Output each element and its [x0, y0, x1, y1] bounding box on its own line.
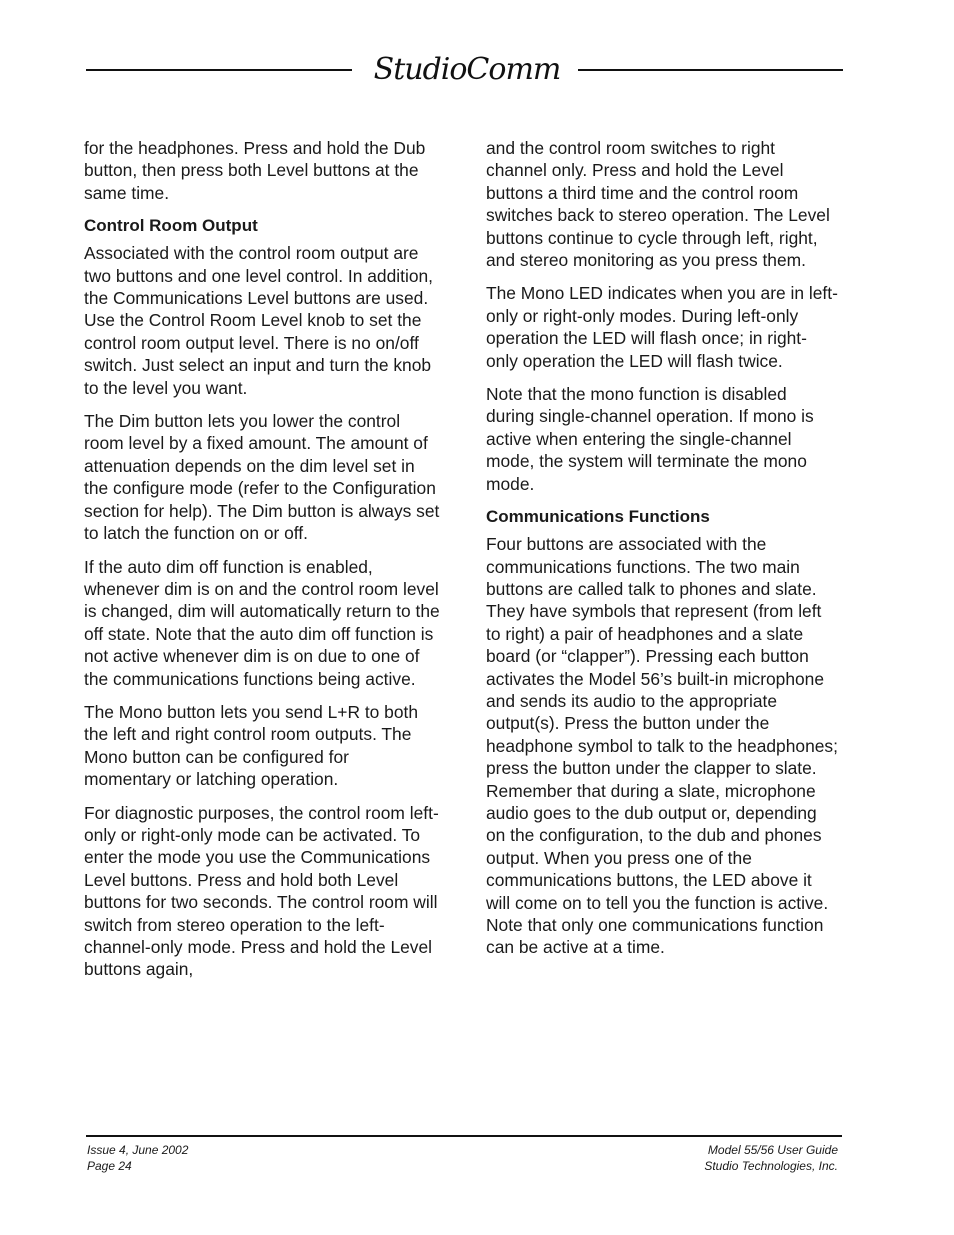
paragraph: Associated with the control room output are two buttons and one level control. In addition, the Communications Level buttons are used. Use the Control Room Level knob to set the control room output level. There is no on/off switch. Just select an input and turn the knob to the level you want. — [84, 243, 434, 398]
left-column — [84, 137, 440, 992]
footer-issue: Issue 4, June 2002 — [87, 1143, 189, 1157]
paragraph: The Mono button lets you send L+R to both the left and right control room outputs. The Mono button can be configured for momentary or latching operation. — [84, 701, 419, 790]
section-heading-communications-functions: Communications Functions — [486, 507, 710, 527]
footer-page-number: Page 24 — [87, 1158, 132, 1173]
paragraph: Four buttons are associated with the communications functions. The two main buttons are called talk to phones and slate. They have symbols that represent (from left to right) a pair of headphones and a slate board (or “clapper”). Pressing each button activates the Model 56’s built-in microphone and sends its audio to the appropriate output(s). Press the button under the headphone symbol to talk to the headphones; press the button under the clapper to slate. Remember that during a slate, microphone audio goes to the dub output or, depending on the configuration, to the dub and phones output. When you press one of the communications buttons, the LED above it will come on to tell you the function is active. Note that only one communications function can be active at a time. — [486, 534, 838, 958]
header-rule-right — [578, 69, 843, 71]
right-column — [486, 137, 838, 970]
paragraph: For diagnostic purposes, the control room left-only or right-only mode can be activated. To enter the mode you use the Communications Level buttons. Press and hold both Level buttons for two seconds. The control room will switch from stereo operation to the left-channel-only mode. Press and hold the Level buttons again, — [84, 802, 439, 980]
paragraph: If the auto dim off function is enabled, whenever dim is on and the control room level is changed, dim will automatically return to the off state. Note that the auto dim off function is not active whenever dim is on due to one of the communications functions being active. — [84, 556, 440, 689]
paragraph: The Dim button lets you lower the control room level by a fixed amount. The amount of attenuation depends on the dim level set in the configure mode (refer to the Configuration section for help). The Dim button is always set to latch the function on or off. — [84, 411, 440, 544]
studiocomm-logo: StudioComm — [373, 52, 561, 87]
paragraph: for the headphones. Press and hold the Dub button, then press both Level buttons at the same time. — [84, 138, 426, 203]
paragraph: and the control room switches to right channel only. Press and hold the Level buttons a third time and the control room switches back to stereo operation. The Level buttons continue to cycle through left, right, and stereo monitoring as you press them. — [486, 138, 830, 271]
header-rule-left — [86, 69, 352, 71]
section-heading-control-room-output: Control Room Output — [84, 216, 258, 236]
footer-right — [704, 1143, 838, 1174]
footer-left — [87, 1143, 188, 1174]
footer-company: Studio Technologies, Inc. — [704, 1158, 838, 1173]
footer-guide-title: Model 55/56 User Guide — [707, 1143, 838, 1157]
paragraph: Note that the mono function is disabled during single-channel operation. If mono is active when entering the single-channel mode, the system will terminate the mono mode. — [486, 384, 814, 494]
paragraph: The Mono LED indicates when you are in left-only or right-only modes. During left-only operation the LED will flash once; in right-only operation the LED will flash twice. — [486, 283, 838, 371]
footer-rule — [86, 1135, 842, 1137]
